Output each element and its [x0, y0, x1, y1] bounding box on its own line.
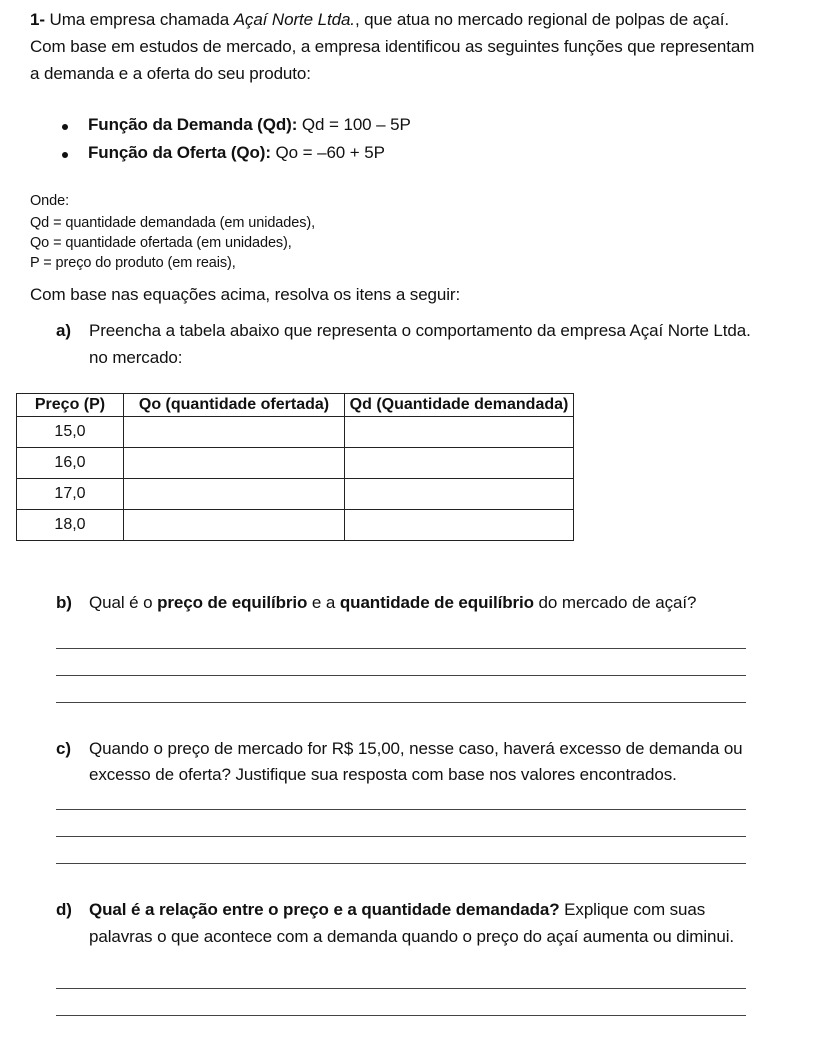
- item-c-letter: c): [56, 739, 71, 758]
- legend-item-p: P = preço do produto (em reais),: [30, 255, 236, 271]
- supply-function: [88, 143, 385, 163]
- price-cell: 18,0: [17, 510, 124, 541]
- header-price: Preço (P): [17, 394, 124, 417]
- item-d-line1: Qual é a relação entre o preço e a quantidade demandada? Explique com suas: [89, 900, 706, 919]
- qd-cell[interactable]: [345, 510, 574, 541]
- supply-function-label: Função da Oferta (Qo):: [88, 143, 271, 162]
- legend-title: Onde:: [30, 193, 69, 209]
- price-cell: 17,0: [17, 479, 124, 510]
- demand-function-formula: Qd = 100 – 5P: [301, 115, 411, 134]
- answer-line-c1[interactable]: [56, 809, 746, 810]
- price-cell: 16,0: [17, 448, 124, 479]
- company-name: Açaí Norte Ltda.: [233, 10, 355, 29]
- qd-cell[interactable]: [345, 448, 574, 479]
- item-d-line2: palavras o que acontece com a demanda quando o preço do açaí aumenta ou diminui.: [89, 927, 735, 946]
- item-a-line1: Preencha a tabela abaixo que representa o comportamento da empresa Açaí Norte Ltda.: [89, 321, 751, 340]
- qo-cell[interactable]: [124, 479, 345, 510]
- bullet-icon: [62, 152, 68, 158]
- answer-line-b3[interactable]: [56, 702, 746, 703]
- table-row: [17, 417, 574, 448]
- legend-item-qo: Qo = quantidade ofertada (em unidades),: [30, 235, 292, 251]
- question-number: 1-: [30, 10, 45, 29]
- price-cell: 15,0: [17, 417, 124, 448]
- qo-cell[interactable]: [124, 417, 345, 448]
- demand-function-label: Função da Demanda (Qd):: [88, 115, 298, 134]
- bullet-icon: [62, 124, 68, 130]
- intro-text-cont: , que atua no mercado regional de polpas de açaí.: [354, 10, 730, 29]
- item-c-line2: excesso de oferta? Justifique sua resposta com base nos valores encontrados.: [89, 765, 677, 784]
- header-qo: Qo (quantidade ofertada): [124, 394, 345, 417]
- answer-line-d1[interactable]: [56, 988, 746, 989]
- item-b-question: Qual é o preço de equilíbrio e a quantidade de equilíbrio do mercado de açaí?: [89, 593, 697, 612]
- item-b-letter: b): [56, 593, 72, 612]
- answer-line-c2[interactable]: [56, 836, 746, 837]
- table-row: [17, 479, 574, 510]
- table-row: [17, 448, 574, 479]
- qd-cell[interactable]: [345, 479, 574, 510]
- question-intro-line3: a demanda e a oferta do seu produto:: [30, 64, 311, 83]
- answer-line-b1[interactable]: [56, 648, 746, 649]
- answer-line-c3[interactable]: [56, 863, 746, 864]
- table-row: [17, 510, 574, 541]
- header-qd: Qd (Quantidade demandada): [345, 394, 574, 417]
- price-quantity-table: [16, 393, 574, 541]
- answer-line-d2[interactable]: [56, 1015, 746, 1016]
- item-a-letter: a): [56, 321, 71, 340]
- question-intro-line2: Com base em estudos de mercado, a empresa identificou as seguintes funções que representam: [30, 37, 755, 56]
- qo-cell[interactable]: [124, 448, 345, 479]
- item-d-letter: d): [56, 900, 72, 919]
- item-c-line1: Quando o preço de mercado for R$ 15,00, nesse caso, haverá excesso de demanda ou: [89, 739, 743, 758]
- instruction-text: Com base nas equações acima, resolva os itens a seguir:: [30, 285, 461, 304]
- question-intro-line1: [30, 10, 729, 30]
- table-header-row: [17, 394, 574, 417]
- answer-line-b2[interactable]: [56, 675, 746, 676]
- demand-function: [88, 115, 411, 135]
- item-a-line2: no mercado:: [89, 348, 183, 367]
- qd-cell[interactable]: [345, 417, 574, 448]
- intro-text: Uma empresa chamada: [49, 10, 230, 29]
- legend-item-qd: Qd = quantidade demandada (em unidades),: [30, 215, 315, 231]
- qo-cell[interactable]: [124, 510, 345, 541]
- supply-function-formula: Qo = –60 + 5P: [275, 143, 385, 162]
